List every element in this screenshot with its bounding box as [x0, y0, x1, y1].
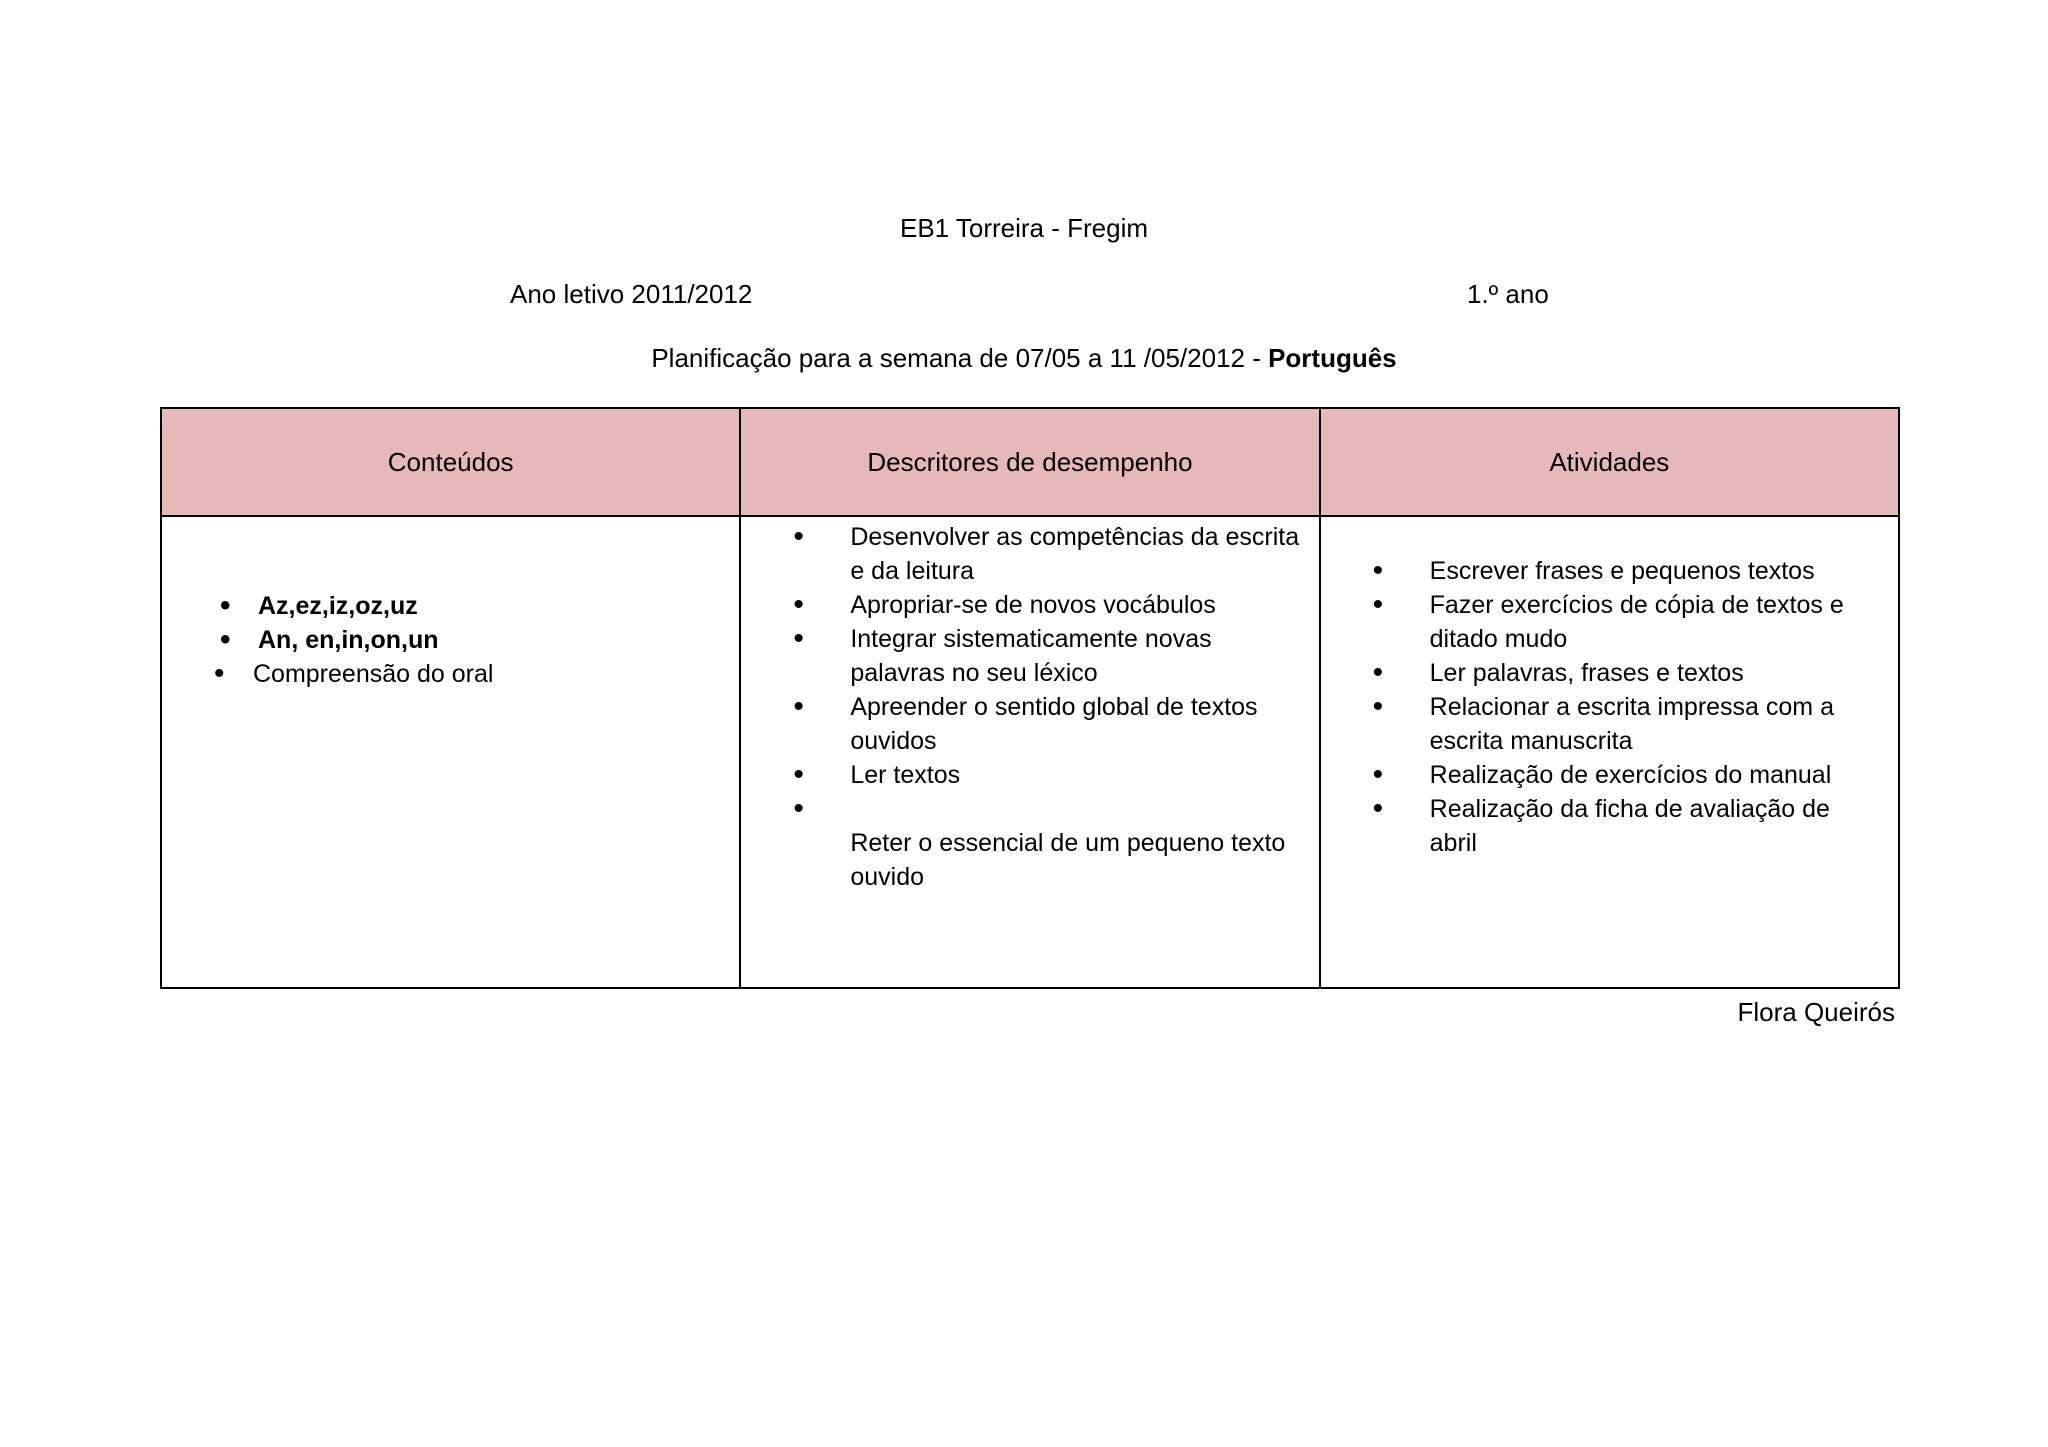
list-item: • Fazer exercícios de cópia de textos e ditado mudo: [1373, 588, 1880, 656]
list-item: • Relacionar a escrita impressa com a escrita manuscrita: [1373, 690, 1880, 758]
cell-atividades: [1320, 516, 1899, 988]
cell-descritores: [740, 516, 1319, 988]
atividades-list: [1373, 554, 1880, 860]
list-item: • Az,ez,iz,oz,uz: [214, 589, 739, 623]
list-item: • Ler palavras, frases e textos: [1373, 656, 1880, 690]
list-item: • Integrar sistematicamente novas palavras no seu léxico: [793, 622, 1300, 690]
cell-conteudos: [161, 516, 740, 988]
list-item: • Realização de exercícios do manual: [1373, 758, 1880, 792]
header-atividades: Atividades: [1320, 408, 1899, 516]
plan-subject: Português: [1268, 343, 1397, 373]
list-item: • Realização da ficha de avaliação de abril: [1373, 792, 1880, 860]
list-item: • Compreensão do oral: [214, 657, 739, 691]
plan-title: [0, 342, 2048, 374]
list-item: • Desenvolver as competências da escrita e da leitura: [793, 520, 1300, 588]
list-item: • An, en,in,on,un: [214, 623, 739, 657]
plan-title-text: Planificação para a semana de 07/05 a 11 /05/2012 -: [651, 343, 1269, 373]
conteudos-list: [214, 589, 739, 691]
list-item: • Ler textos: [793, 758, 1300, 792]
list-item: Reter o essencial de um pequeno texto ouvido: [850, 829, 1286, 891]
list-item: [793, 792, 1300, 826]
header-descritores: Descritores de desempenho: [740, 408, 1319, 516]
signature: Flora Queirós: [1737, 997, 1895, 1027]
table-row: [161, 516, 1899, 988]
header-conteudos: Conteúdos: [161, 408, 740, 516]
descritores-list: [793, 520, 1300, 894]
school-name: EB1 Torreira - Fregim: [899, 213, 1149, 243]
list-item: • Escrever frases e pequenos textos: [1373, 554, 1880, 588]
list-item: • Apreender o sentido global de textos ouvidos: [793, 690, 1300, 758]
table-header-row: [161, 408, 1899, 516]
school-year: Ano letivo 2011/2012: [510, 279, 753, 309]
list-item: • Apropriar-se de novos vocábulos: [793, 588, 1300, 622]
planning-table: [160, 407, 1900, 989]
grade-level: 1.º ano: [1467, 279, 1549, 309]
